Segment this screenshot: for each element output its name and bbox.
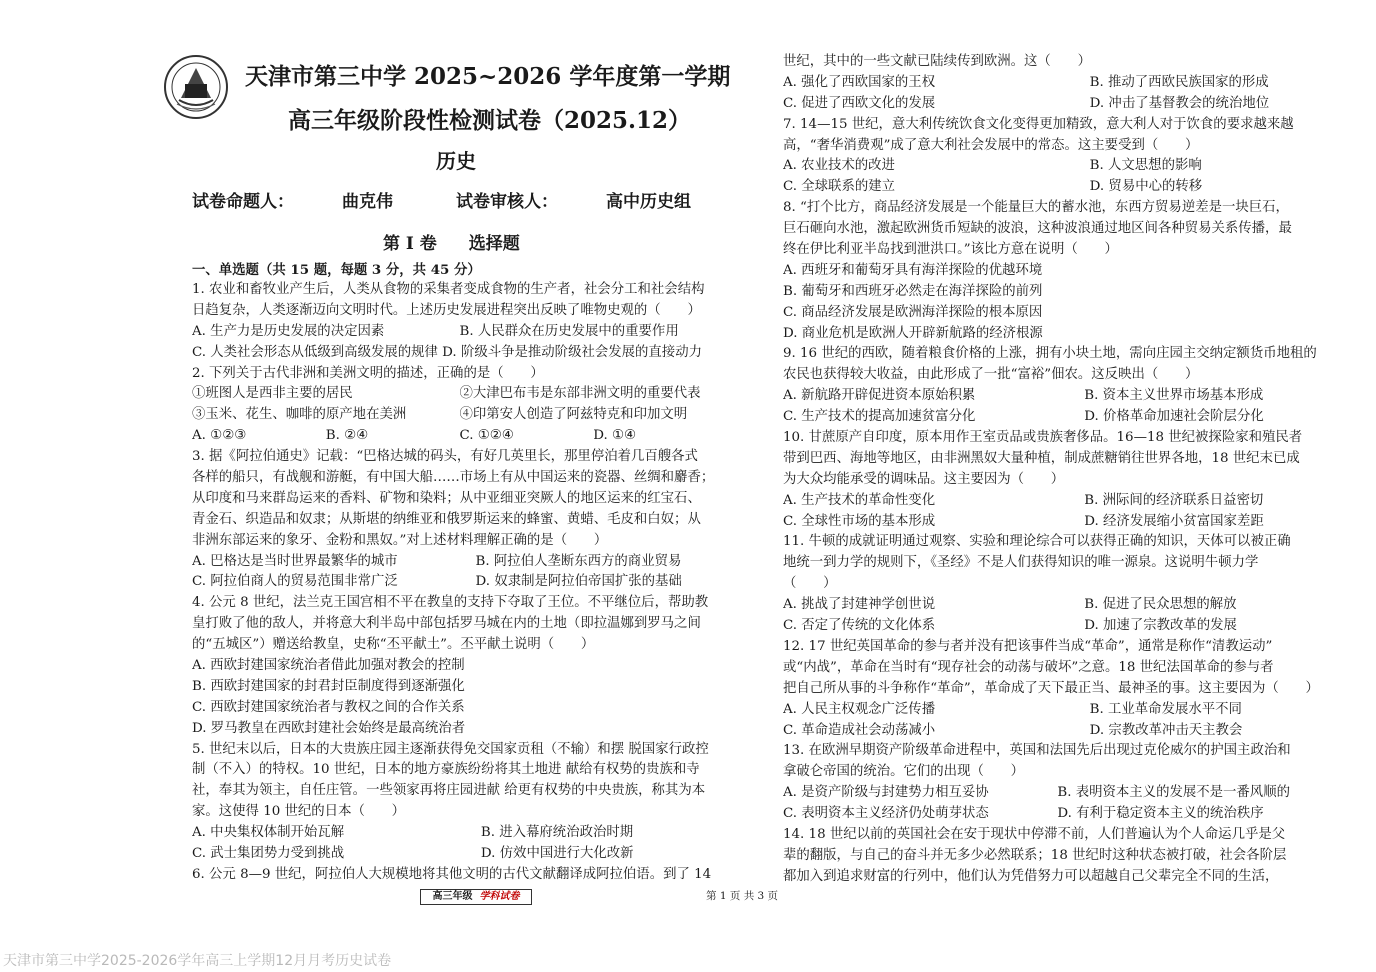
answer-option: B. 阿拉伯人垄断东西方的商业贸易 [475,553,682,569]
text-line: 世纪，其中的一些文献已陆续传到欧洲。这（ ） [783,54,1091,69]
answer-option: ③玉米、花生、咖啡的原产地在美洲 [192,407,407,423]
school-seal-icon [163,54,229,120]
text-line: 为大众均能承受的调味品。这主要因为（ ） [783,471,1065,487]
answer-option: C. 生产技术的提高加速贫富分化 [783,409,976,425]
option-row [783,783,1321,804]
left-column [192,280,727,886]
text-line: B. 葡萄牙和西班牙必然走在海洋探险的前列 [783,283,1043,299]
answer-option: A. 挑战了封建神学创世说 [783,597,936,613]
answer-option: A. 强化了西欧国家的王权 [783,74,936,90]
text-line: 12. 17 世纪英国革命的参与者并没有把该事件当成“革命”，通常是称作“清教运动” [783,638,1273,654]
exam-title-line2: 高三年级阶段性检测试卷（2025.12） [288,107,692,134]
footer-grade-box [420,889,532,905]
text-line: D. 商业危机是欧洲人开辟新航路的经济根源 [783,325,1043,341]
option-row [192,572,727,593]
text-line: 农民也获得较大收益，由此形成了一批“富裕”佃农。这反映出（ ） [783,367,1199,383]
answer-option: C. 武士集团势力受到挑战 [192,846,345,862]
text-line: 青金石、织造品和奴隶；从斯堪的纳维亚和俄罗斯运来的蜂蜜、黄蜡、毛皮和白奴；从 [192,511,701,527]
author-name: 曲克伟 [342,192,393,212]
answer-option: ①班图人是西非主要的居民 [192,386,353,402]
option-row [783,177,1321,198]
answer-option: B. 表明资本主义的发展不是一番风顺的 [1057,785,1290,801]
text-line: 拿破仑帝国的统治。它们的出现（ ） [783,764,1025,780]
answer-option: B. 促进了民众思想的解放 [1084,597,1237,613]
answer-option: B. 人文思想的影响 [1089,158,1202,174]
text-line: 6. 公元 8—9 世纪，阿拉伯人大规模地将其他文明的古代文献翻译成阿拉伯语。到了 14 [192,866,712,882]
text-line: 地统一到力学的规则下，《圣经》不是人们获得知识的唯一源泉。这说明牛顿力学 [783,555,1259,571]
answer-option: D. 经济发展缩小贫富国家差距 [1084,513,1264,529]
text-line: 辈的翻版，与自己的奋斗并无多少必然联系；18 世纪时这种状态被打破，社会各阶层 [783,847,1287,863]
answer-option: D. 仿效中国进行大化改新 [480,846,634,862]
author-label: 试卷命题人： [192,192,294,212]
answer-option: A. 是资产阶级与封建势力相互妥协 [783,785,989,801]
text-line: C. 商品经济发展是欧洲海洋探险的根本原因 [783,304,1043,320]
text-line: 制（不入）的特权。10 世纪，日本的地方豪族纷纷将其土地进 献给有权势的贵族和寺 [192,762,700,778]
text-line: 1. 农业和畜牧业产生后，人类从食物的采集者变成食物的生产者，社会分工和社会结构 [192,282,705,297]
text-line: 日趋复杂，人类逐渐迈向文明时代。上述历史发展进程突出反映了唯物史观的（ ） [192,302,701,318]
text-line: 非洲东部运来的象牙、金粉和黑奴。”对上述材料理解正确的是（ ） [192,532,608,548]
text-line: 从印度和马来群岛运来的香料、矿物和染料；从中亚细亚突厥人的地区运来的红宝石、 [192,490,701,506]
text-line: D. 罗马教皇在西欧封建社会始终是最高统治者 [192,720,466,736]
answer-option: A. 人民主权观念广泛传播 [783,701,936,717]
answer-option: A. 中央集权体制开始瓦解 [192,825,345,841]
option-row [783,94,1321,115]
option-row [783,73,1321,94]
answer-option: C. 促进了西欧文化的发展 [783,95,936,111]
text-line: A. 西欧封建国家统治者借此加强对教会的控制 [192,658,465,674]
answer-option: B. ②④ [325,428,369,444]
text-line: （ ） [783,576,837,592]
section-heading [383,229,520,254]
text-line: 巨石砸向水池，激起欧洲货币短缺的波浪，这种波浪通过地区间各种贸易关系传播，最 [783,221,1292,237]
option-row [192,823,727,844]
answer-option: C. 阿拉伯商人的贸易范围非常广泛 [192,574,398,590]
answer-option: ④印第安人创造了阿兹特克和印加文明 [459,407,688,423]
option-row [783,386,1321,407]
answer-option: A. 农业技术的改进 [783,158,895,174]
option-row [192,322,727,343]
option-row [783,512,1321,533]
text-line: 把自己所从事的斗争称作“革命”，革命成了天下最正当、最神圣的事。这主要因为（ ） [783,680,1319,696]
text-line: 各样的船只，有战舰和游艇，有中国大船……市场上有从中国运来的瓷器、丝绸和麝香； [192,470,715,486]
option-row [783,804,1321,825]
text-line: 13. 在欧洲早期资产阶级革命进程中，英国和法国先后出现过克伦威尔的护国主政治和 [783,743,1291,759]
answer-option: C. 革命造成社会动荡减小 [783,722,936,738]
option-row [783,595,1321,616]
text-line: 家。这使得 10 世纪的日本（ ） [192,804,406,820]
option-row [783,491,1321,512]
text-line: 8. “打个比方，商品经济发展是一个能量巨大的蓄水池，东西方贸易逆差是一块巨石， [783,200,1289,216]
answer-option: D. 有利于稳定资本主义的统治秩序 [1057,806,1264,822]
answer-option: D. 冲击了基督教会的统治地位 [1089,95,1270,111]
exam-title-line1: 天津市第三中学 2025~2026 学年度第一学期 [245,63,731,90]
section-title: 第 I 卷 [383,234,437,254]
answer-option: B. 推动了西欧民族国家的形成 [1089,74,1269,90]
footer-grade: 高三年级 [432,891,473,902]
answer-option: B. 进入幕府统治政治时期 [480,825,634,841]
answer-option: D. 奴隶制是阿拉伯帝国扩张的基础 [475,574,682,590]
text-line: 11. 牛顿的成就证明通过观察、实验和理论综合可以获得正确的知识，天体可以被正确 [783,534,1291,550]
text-line: 4. 公元 8 世纪，法兰克王国宫相不平在教皇的支持下夺取了王位。不平继位后，帮助教 [192,595,709,611]
option-row [783,407,1321,428]
answer-option: D. 价格革命加速社会阶层分化 [1084,409,1264,425]
text-line: 2. 下列关于古代非洲和美洲文明的描述，正确的是（ ） [192,365,544,381]
answer-option: D. ①④ [593,428,637,444]
text-line: A. 西班牙和葡萄牙具有海洋探险的优越环境 [783,262,1043,278]
text-line: C. 西欧封建国家统治者与教权之间的合作关系 [192,699,465,715]
answer-option: B. 人民群众在历史发展中的重要作用 [459,323,679,339]
option-row [192,426,727,447]
reviewer-label: 试卷审核人： [456,192,558,212]
subject-title: 历史 [436,149,476,173]
text-line: 都加入到追求财富的行列中，他们认为凭借努力可以超越自己父辈完全不同的生活， [783,868,1279,884]
answer-option: C. ①②④ [459,428,514,444]
text-line: 5. 世纪末以后，日本的大贵族庄园主逐渐获得免交国家贡租（不输）和摆 脱国家行政控 [192,741,709,757]
answer-option: D. 加速了宗教改革的发展 [1084,618,1237,634]
right-column [783,52,1321,888]
text-line: 终在伊比利亚半岛找到泄洪口。”该比方意在说明（ ） [783,242,1118,258]
text-line: 带到巴西、海地等地区，由非洲黑奴大量种植，制成蔗糖销往世界各地，18 世纪末已成 [783,450,1300,466]
text-line: 或“内战”，革命在当时有“现存社会的动荡与破坏”之意。18 世纪法国革命的参与者 [783,659,1274,675]
option-row [192,552,727,573]
text-line: 7. 14—15 世纪，意大利传统饮食文化变得更加精致，意大利人对于饮食的要求越来越 [783,116,1294,132]
option-row [192,405,727,426]
answer-option: C. 否定了传统的文化体系 [783,618,936,634]
text-line: 高，“奢华消费观”成了意大利社会发展中的常态。这主要受到（ ） [783,137,1199,153]
answer-option: C. 全球性市场的基本形成 [783,513,936,529]
reviewer-name: 高中历史组 [606,192,691,212]
text-line: B. 西欧封建国家的封君封臣制度得到逐渐强化 [192,678,465,694]
text-line: 皇打败了他的敌人，并将意大利半岛中部包括罗马城在内的土地（即拉温娜到罗马之间 [192,616,701,632]
section-subtitle: 选择题 [468,234,520,254]
text-line: 9. 16 世纪的西欧，随着粮食价格的上涨，拥有小块土地，需向庄园主交纳定额货币地租的 [783,346,1317,362]
answer-option: A. 新航路开辟促进资本原始积累 [783,388,976,404]
answer-option: D. 贸易中心的转移 [1089,179,1203,195]
option-row [192,844,727,865]
text-line: 10. 甘蔗原产自印度，原本用作王室贡品或贵族奢侈品。16—18 世纪被探险家和殖民者 [783,430,1303,446]
answer-option: A. 生产技术的革命性变化 [783,492,936,508]
answer-option: B. 工业革命发展水平不同 [1089,701,1242,717]
option-row [192,384,727,405]
option-row [783,616,1321,637]
answer-option: C. 全球联系的建立 [783,179,896,195]
text-line: 14. 18 世纪以前的英国社会在安于现状中停滞不前，人们普遍认为个人命运几乎是父 [783,826,1286,842]
answer-option: B. 洲际间的经济联系日益密切 [1084,492,1264,508]
text-line: 社，奉其为领主，自任庄管。一些领家再将庄园进献 给更有权势的中央贵族，称其为本 [192,783,706,799]
text-line: 3. 据《阿拉伯通史》记载：“巴格达城的码头，有好几英里长，那里停泊着几百艘各式 [192,449,698,465]
answer-option: A. ①②③ [192,428,247,444]
text-line: C. 人类社会形态从低级到高级发展的规律 D. 阶级斗争是推动阶级社会发展的直接动力 [192,344,702,360]
answer-option: ②大津巴布韦是东部非洲文明的重要代表 [459,386,701,402]
answer-option: C. 表明资本主义经济仍处萌芽状态 [783,806,989,822]
answer-option: D. 宗教改革冲击天主教会 [1089,722,1243,738]
answer-option: A. 生产力是历史发展的决定因素 [192,323,385,339]
page-number: 第 1 页 共 3 页 [706,890,779,902]
watermark: 天津市第三中学2025-2026学年高三上学期12月月考历史试卷 [3,953,392,969]
text-line: 的“五城区”）赠送给教皇，史称“丕平献土”。丕平献土说明（ ） [192,637,595,653]
answer-option: B. 资本主义世界市场基本形成 [1084,388,1264,404]
option-row [783,721,1321,742]
option-row [783,156,1321,177]
question-group-heading: 一、单选题（共 15 题，每题 3 分，共 45 分） [192,262,481,278]
footer-subject-label: 学科试卷 [479,891,520,902]
option-row [783,700,1321,721]
answer-option: A. 巴格达是当时世界最繁华的城市 [192,553,398,569]
